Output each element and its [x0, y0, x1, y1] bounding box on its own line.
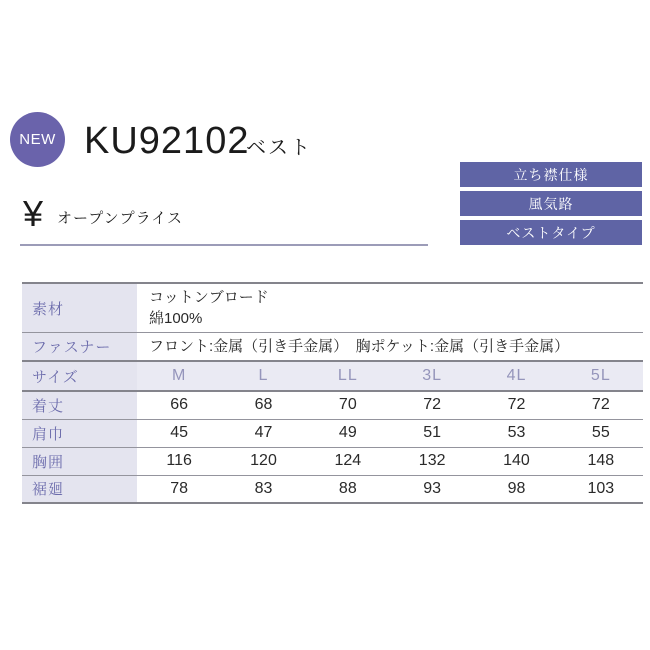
size-col-m: M: [137, 361, 221, 391]
shoulder-width-ll: 49: [306, 419, 390, 447]
chest-l: 120: [221, 447, 305, 475]
shoulder-width-m: 45: [137, 419, 221, 447]
body-length-m: 66: [137, 391, 221, 419]
hem-l: 83: [221, 475, 305, 503]
product-type-label: ベスト: [246, 137, 312, 159]
chest-3l: 132: [390, 447, 474, 475]
fastener-value: フロント:金属（引き手金属） 胸ポケット:金属（引き手金属）: [149, 338, 570, 355]
size-header-label: サイズ: [22, 361, 137, 391]
table-row-body-length: [22, 391, 643, 419]
body-length-ll: 70: [306, 391, 390, 419]
material-value: [137, 283, 643, 333]
chest-m: 116: [137, 447, 221, 475]
shoulder-width-4l: 53: [474, 419, 558, 447]
table-row-hem: [22, 475, 643, 503]
hem-m: 78: [137, 475, 221, 503]
hem-4l: 98: [474, 475, 558, 503]
yen-icon: ¥: [23, 193, 44, 234]
shoulder-width-l: 47: [221, 419, 305, 447]
hem-5l: 103: [559, 475, 643, 503]
size-header-row: [22, 361, 643, 391]
hem-3l: 93: [390, 475, 474, 503]
body-length-l: 68: [221, 391, 305, 419]
chest-label: 胸囲: [22, 447, 137, 475]
body-length-5l: 72: [559, 391, 643, 419]
spec-table: [22, 282, 643, 362]
shoulder-width-label: 肩巾: [22, 419, 137, 447]
body-length-4l: 72: [474, 391, 558, 419]
shoulder-width-3l: 51: [390, 419, 474, 447]
table-row-chest: [22, 447, 643, 475]
feature-tag-airflow[interactable]: 風気路: [460, 191, 642, 216]
table-row-fastener: [22, 333, 643, 362]
size-table: [22, 360, 643, 504]
product-code: KU92102: [84, 120, 250, 162]
chest-4l: 140: [474, 447, 558, 475]
size-col-5l: 5L: [559, 361, 643, 391]
feature-tag-collar[interactable]: 立ち襟仕様: [460, 162, 642, 187]
hem-label: 裾廻: [22, 475, 137, 503]
feature-tag-list: [460, 162, 642, 249]
size-col-4l: 4L: [474, 361, 558, 391]
hem-ll: 88: [306, 475, 390, 503]
price-label: オープンプライス: [57, 210, 184, 227]
body-length-3l: 72: [390, 391, 474, 419]
fastener-label: ファスナー: [22, 333, 137, 362]
new-badge: NEW: [10, 112, 65, 167]
size-col-3l: 3L: [390, 361, 474, 391]
material-value-line1: コットンブロード: [149, 289, 269, 306]
shoulder-width-5l: 55: [559, 419, 643, 447]
table-row-material: [22, 283, 643, 333]
material-value-line2: 綿100%: [149, 310, 203, 327]
chest-5l: 148: [559, 447, 643, 475]
size-col-l: L: [221, 361, 305, 391]
body-length-label: 着丈: [22, 391, 137, 419]
table-row-shoulder-width: [22, 419, 643, 447]
chest-ll: 124: [306, 447, 390, 475]
feature-tag-vest-type[interactable]: ベストタイプ: [460, 220, 642, 245]
price-underline: [20, 244, 428, 246]
size-col-ll: LL: [306, 361, 390, 391]
material-label: 素材: [22, 283, 137, 333]
